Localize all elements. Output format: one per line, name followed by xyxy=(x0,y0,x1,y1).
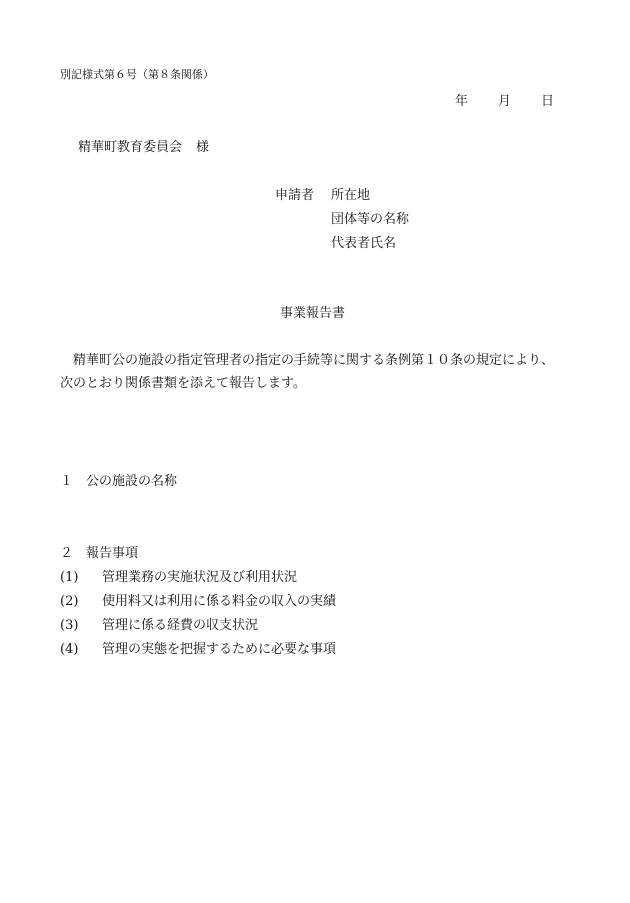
report-item-text: 管理業務の実施状況及び利用状況 xyxy=(102,570,298,585)
date-month-label: 月 xyxy=(498,94,512,109)
report-item-text: 管理の実態を把握するために必要な事項 xyxy=(102,642,337,657)
report-item xyxy=(60,566,297,585)
addressee-name: 精華町教育委員会 xyxy=(78,140,183,155)
report-item xyxy=(60,638,336,657)
date-day-label: 日 xyxy=(541,94,555,109)
date-year-label: 年 xyxy=(455,94,469,109)
addressee-honorific: 様 xyxy=(196,140,210,155)
form-number: 別記様式第６号（第８条関係） xyxy=(60,68,214,81)
report-item xyxy=(60,590,336,609)
section-facility-name-heading: １ 公の施設の名称 xyxy=(60,474,178,489)
report-item-number: (2) xyxy=(60,594,79,609)
applicant-address-label: 所在地 xyxy=(331,188,371,203)
report-item-text: 管理に係る経費の収支状況 xyxy=(102,618,259,633)
report-item xyxy=(60,614,258,633)
section-report-items-heading: ２ 報告事項 xyxy=(60,546,139,561)
report-item-number: (1) xyxy=(60,570,79,585)
document-title: 事業報告書 xyxy=(280,306,346,321)
report-item-number: (3) xyxy=(60,618,79,633)
applicant-organization-label: 団体等の名称 xyxy=(331,212,410,227)
addressee xyxy=(78,136,209,155)
report-item-text: 使用料又は利用に係る料金の収入の実績 xyxy=(102,594,337,609)
applicant-representative-label: 代表者氏名 xyxy=(331,236,397,251)
body-paragraph: 精華町公の施設の指定管理者の指定の手続等に関する条例第１０条の規定により、次のとおり関係書類を添えて報告します。 xyxy=(60,353,555,391)
applicant-label: 申請者 xyxy=(275,188,315,203)
report-item-number: (4) xyxy=(60,642,79,657)
